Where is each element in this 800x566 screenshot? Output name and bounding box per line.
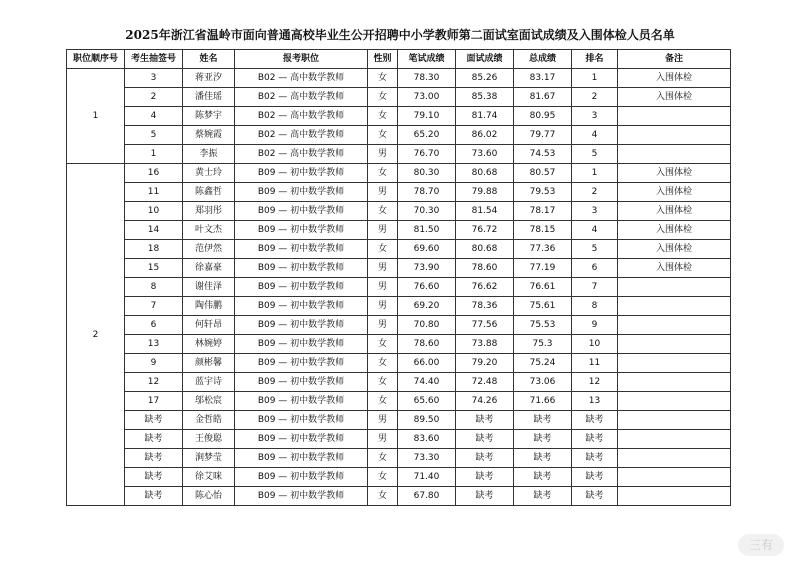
cell-interview-score: 79.88 [456, 183, 514, 202]
cell-name: 蒋亚汐 [183, 69, 235, 88]
cell-written-score: 70.80 [398, 316, 456, 335]
cell-note: 入围体检 [618, 259, 731, 278]
cell-written-score: 76.60 [398, 278, 456, 297]
cell-position: B09 — 初中数学教师 [235, 487, 368, 506]
cell-interview-score: 77.56 [456, 316, 514, 335]
cell-rank: 1 [572, 164, 618, 183]
table-row [67, 88, 731, 107]
cell-note [618, 392, 731, 411]
cell-position: B09 — 初中数学教师 [235, 468, 368, 487]
table-row [67, 297, 731, 316]
cell-name: 邬松宸 [183, 392, 235, 411]
header-row [67, 50, 731, 69]
cell-interview-score: 86.02 [456, 126, 514, 145]
cell-total-score: 缺考 [514, 449, 572, 468]
header-draw: 考生抽签号 [125, 50, 183, 69]
cell-gender: 女 [368, 468, 398, 487]
cell-note: 入围体检 [618, 221, 731, 240]
cell-note [618, 430, 731, 449]
cell-rank: 缺考 [572, 411, 618, 430]
table-row [67, 145, 731, 164]
cell-name: 蔡婉霞 [183, 126, 235, 145]
cell-written-score: 73.00 [398, 88, 456, 107]
cell-written-score: 65.20 [398, 126, 456, 145]
cell-rank: 10 [572, 335, 618, 354]
table-body [67, 69, 731, 506]
cell-total-score: 77.19 [514, 259, 572, 278]
cell-position: B09 — 初中数学教师 [235, 373, 368, 392]
cell-note: 入围体检 [618, 202, 731, 221]
cell-note: 入围体检 [618, 240, 731, 259]
cell-draw-number: 1 [125, 145, 183, 164]
cell-written-score: 80.30 [398, 164, 456, 183]
cell-position: B09 — 初中数学教师 [235, 354, 368, 373]
watermark-logo: 三有 [738, 534, 784, 556]
header-gender: 性别 [368, 50, 398, 69]
cell-interview-score: 73.60 [456, 145, 514, 164]
cell-position: B09 — 初中数学教师 [235, 240, 368, 259]
cell-interview-score: 80.68 [456, 164, 514, 183]
cell-name: 金哲皓 [183, 411, 235, 430]
cell-position: B09 — 初中数学教师 [235, 278, 368, 297]
cell-draw-number: 15 [125, 259, 183, 278]
cell-note: 入围体检 [618, 88, 731, 107]
cell-total-score: 77.36 [514, 240, 572, 259]
cell-gender: 男 [368, 183, 398, 202]
cell-rank: 6 [572, 259, 618, 278]
cell-gender: 女 [368, 335, 398, 354]
cell-draw-number: 9 [125, 354, 183, 373]
cell-total-score: 74.53 [514, 145, 572, 164]
cell-gender: 男 [368, 145, 398, 164]
cell-name: 徐嘉豪 [183, 259, 235, 278]
cell-draw-number: 缺考 [125, 468, 183, 487]
cell-interview-score: 78.60 [456, 259, 514, 278]
cell-gender: 男 [368, 221, 398, 240]
cell-total-score: 83.17 [514, 69, 572, 88]
cell-gender: 男 [368, 430, 398, 449]
cell-position: B02 — 高中数学教师 [235, 145, 368, 164]
table-row [67, 373, 731, 392]
header-written: 笔试成绩 [398, 50, 456, 69]
cell-draw-number: 17 [125, 392, 183, 411]
cell-interview-score: 81.54 [456, 202, 514, 221]
cell-name: 李振 [183, 145, 235, 164]
cell-gender: 女 [368, 69, 398, 88]
cell-written-score: 83.60 [398, 430, 456, 449]
cell-note [618, 145, 731, 164]
cell-gender: 女 [368, 164, 398, 183]
cell-rank: 12 [572, 373, 618, 392]
cell-draw-number: 4 [125, 107, 183, 126]
cell-written-score: 70.30 [398, 202, 456, 221]
cell-rank: 11 [572, 354, 618, 373]
cell-draw-number: 14 [125, 221, 183, 240]
cell-written-score: 65.60 [398, 392, 456, 411]
cell-gender: 女 [368, 126, 398, 145]
cell-name: 涧梦莹 [183, 449, 235, 468]
cell-interview-score: 73.88 [456, 335, 514, 354]
table-row [67, 126, 731, 145]
cell-total-score: 80.95 [514, 107, 572, 126]
cell-name: 何轩昂 [183, 316, 235, 335]
table-row [67, 69, 731, 88]
cell-written-score: 71.40 [398, 468, 456, 487]
table-row [67, 202, 731, 221]
cell-name: 叶文杰 [183, 221, 235, 240]
cell-note [618, 411, 731, 430]
cell-rank: 9 [572, 316, 618, 335]
cell-position: B09 — 初中数学教师 [235, 202, 368, 221]
cell-total-score: 71.66 [514, 392, 572, 411]
table-row [67, 240, 731, 259]
cell-draw-number: 16 [125, 164, 183, 183]
cell-rank: 3 [572, 202, 618, 221]
cell-note [618, 316, 731, 335]
cell-draw-number: 缺考 [125, 411, 183, 430]
cell-interview-score: 78.36 [456, 297, 514, 316]
table-row [67, 392, 731, 411]
cell-total-score: 79.77 [514, 126, 572, 145]
table-row [67, 164, 731, 183]
cell-written-score: 73.90 [398, 259, 456, 278]
cell-draw-number: 12 [125, 373, 183, 392]
table-row [67, 449, 731, 468]
cell-written-score: 81.50 [398, 221, 456, 240]
cell-name: 徐艾咪 [183, 468, 235, 487]
cell-position: B09 — 初中数学教师 [235, 335, 368, 354]
table-row [67, 487, 731, 506]
cell-gender: 女 [368, 487, 398, 506]
cell-gender: 女 [368, 449, 398, 468]
cell-note [618, 468, 731, 487]
cell-name: 颜彬馨 [183, 354, 235, 373]
cell-interview-score: 76.62 [456, 278, 514, 297]
cell-written-score: 73.30 [398, 449, 456, 468]
cell-gender: 女 [368, 354, 398, 373]
cell-rank: 缺考 [572, 430, 618, 449]
cell-written-score: 69.60 [398, 240, 456, 259]
cell-draw-number: 6 [125, 316, 183, 335]
cell-gender: 男 [368, 316, 398, 335]
cell-position-seq: 1 [67, 69, 125, 164]
cell-gender: 女 [368, 392, 398, 411]
cell-total-score: 缺考 [514, 430, 572, 449]
cell-rank: 缺考 [572, 449, 618, 468]
cell-total-score: 75.24 [514, 354, 572, 373]
cell-total-score: 81.67 [514, 88, 572, 107]
cell-rank: 13 [572, 392, 618, 411]
cell-gender: 女 [368, 240, 398, 259]
cell-interview-score: 72.48 [456, 373, 514, 392]
cell-written-score: 78.30 [398, 69, 456, 88]
header-rank: 排名 [572, 50, 618, 69]
table-row [67, 183, 731, 202]
cell-gender: 女 [368, 107, 398, 126]
cell-written-score: 76.70 [398, 145, 456, 164]
cell-position: B09 — 初中数学教师 [235, 297, 368, 316]
cell-total-score: 78.17 [514, 202, 572, 221]
cell-position: B02 — 高中数学教师 [235, 88, 368, 107]
cell-rank: 7 [572, 278, 618, 297]
cell-name: 陶伟鹏 [183, 297, 235, 316]
cell-rank: 2 [572, 88, 618, 107]
cell-note [618, 107, 731, 126]
cell-position: B09 — 初中数学教师 [235, 411, 368, 430]
cell-rank: 2 [572, 183, 618, 202]
cell-draw-number: 2 [125, 88, 183, 107]
cell-draw-number: 缺考 [125, 487, 183, 506]
cell-rank: 4 [572, 221, 618, 240]
cell-name: 陈梦宇 [183, 107, 235, 126]
results-table [66, 49, 731, 506]
cell-written-score: 78.70 [398, 183, 456, 202]
cell-total-score: 75.61 [514, 297, 572, 316]
cell-note [618, 335, 731, 354]
cell-total-score: 73.06 [514, 373, 572, 392]
cell-name: 林婉婷 [183, 335, 235, 354]
cell-written-score: 67.80 [398, 487, 456, 506]
cell-interview-score: 缺考 [456, 487, 514, 506]
cell-interview-score: 缺考 [456, 449, 514, 468]
header-total: 总成绩 [514, 50, 572, 69]
cell-total-score: 缺考 [514, 411, 572, 430]
cell-name: 王俊聪 [183, 430, 235, 449]
cell-gender: 女 [368, 202, 398, 221]
cell-gender: 男 [368, 297, 398, 316]
cell-interview-score: 79.20 [456, 354, 514, 373]
cell-rank: 4 [572, 126, 618, 145]
cell-interview-score: 缺考 [456, 430, 514, 449]
header-position: 报考职位 [235, 50, 368, 69]
cell-name: 陈心怡 [183, 487, 235, 506]
cell-rank: 1 [572, 69, 618, 88]
cell-name: 潘佳瑶 [183, 88, 235, 107]
cell-interview-score: 76.72 [456, 221, 514, 240]
table-row [67, 107, 731, 126]
cell-name: 陈鑫哲 [183, 183, 235, 202]
cell-written-score: 79.10 [398, 107, 456, 126]
cell-interview-score: 85.38 [456, 88, 514, 107]
cell-position: B09 — 初中数学教师 [235, 259, 368, 278]
table-row [67, 221, 731, 240]
cell-position-seq: 2 [67, 164, 125, 506]
cell-note [618, 449, 731, 468]
cell-draw-number: 8 [125, 278, 183, 297]
cell-position: B09 — 初中数学教师 [235, 392, 368, 411]
cell-draw-number: 18 [125, 240, 183, 259]
cell-interview-score: 85.26 [456, 69, 514, 88]
cell-rank: 5 [572, 240, 618, 259]
cell-position: B02 — 高中数学教师 [235, 107, 368, 126]
cell-note: 入围体检 [618, 69, 731, 88]
cell-position: B09 — 初中数学教师 [235, 164, 368, 183]
table-row [67, 278, 731, 297]
cell-rank: 缺考 [572, 487, 618, 506]
table-row [67, 259, 731, 278]
cell-note [618, 278, 731, 297]
cell-interview-score: 缺考 [456, 411, 514, 430]
cell-note [618, 297, 731, 316]
cell-rank: 缺考 [572, 468, 618, 487]
cell-position: B02 — 高中数学教师 [235, 69, 368, 88]
cell-name: 谢佳泽 [183, 278, 235, 297]
cell-note [618, 487, 731, 506]
cell-gender: 女 [368, 88, 398, 107]
cell-total-score: 79.53 [514, 183, 572, 202]
table-row [67, 468, 731, 487]
table-row [67, 354, 731, 373]
cell-rank: 3 [572, 107, 618, 126]
cell-draw-number: 缺考 [125, 430, 183, 449]
cell-position: B09 — 初中数学教师 [235, 449, 368, 468]
page-title: 2025年浙江省温岭市面向普通高校毕业生公开招聘中小学教师第二面试室面试成绩及入围体检人员名单 [125, 28, 675, 42]
cell-total-score: 80.57 [514, 164, 572, 183]
cell-draw-number: 缺考 [125, 449, 183, 468]
cell-gender: 女 [368, 373, 398, 392]
cell-gender: 男 [368, 278, 398, 297]
cell-name: 蓝宇诗 [183, 373, 235, 392]
table-row [67, 430, 731, 449]
header-note: 备注 [618, 50, 731, 69]
cell-gender: 男 [368, 259, 398, 278]
cell-rank: 8 [572, 297, 618, 316]
cell-note: 入围体检 [618, 164, 731, 183]
cell-note [618, 126, 731, 145]
table-row [67, 335, 731, 354]
table-row [67, 411, 731, 430]
cell-draw-number: 5 [125, 126, 183, 145]
cell-written-score: 89.50 [398, 411, 456, 430]
header-name: 姓名 [183, 50, 235, 69]
cell-rank: 5 [572, 145, 618, 164]
cell-draw-number: 10 [125, 202, 183, 221]
cell-draw-number: 13 [125, 335, 183, 354]
cell-total-score: 78.15 [514, 221, 572, 240]
cell-interview-score: 缺考 [456, 468, 514, 487]
cell-interview-score: 74.26 [456, 392, 514, 411]
cell-note [618, 354, 731, 373]
cell-position: B09 — 初中数学教师 [235, 430, 368, 449]
cell-written-score: 78.60 [398, 335, 456, 354]
cell-interview-score: 81.74 [456, 107, 514, 126]
cell-position: B02 — 高中数学教师 [235, 126, 368, 145]
cell-name: 范伊然 [183, 240, 235, 259]
cell-total-score: 76.61 [514, 278, 572, 297]
cell-note [618, 373, 731, 392]
cell-name: 郑羽彤 [183, 202, 235, 221]
table-row [67, 316, 731, 335]
cell-total-score: 缺考 [514, 487, 572, 506]
cell-gender: 男 [368, 411, 398, 430]
header-interview: 面试成绩 [456, 50, 514, 69]
cell-written-score: 74.40 [398, 373, 456, 392]
cell-written-score: 69.20 [398, 297, 456, 316]
cell-draw-number: 7 [125, 297, 183, 316]
cell-total-score: 75.3 [514, 335, 572, 354]
cell-total-score: 75.53 [514, 316, 572, 335]
cell-position: B09 — 初中数学教师 [235, 221, 368, 240]
cell-position: B09 — 初中数学教师 [235, 183, 368, 202]
cell-note: 入围体检 [618, 183, 731, 202]
cell-name: 黄士玲 [183, 164, 235, 183]
header-seq: 职位顺序号 [67, 50, 125, 69]
cell-position: B09 — 初中数学教师 [235, 316, 368, 335]
cell-interview-score: 80.68 [456, 240, 514, 259]
cell-draw-number: 11 [125, 183, 183, 202]
cell-total-score: 缺考 [514, 468, 572, 487]
cell-draw-number: 3 [125, 69, 183, 88]
cell-written-score: 66.00 [398, 354, 456, 373]
